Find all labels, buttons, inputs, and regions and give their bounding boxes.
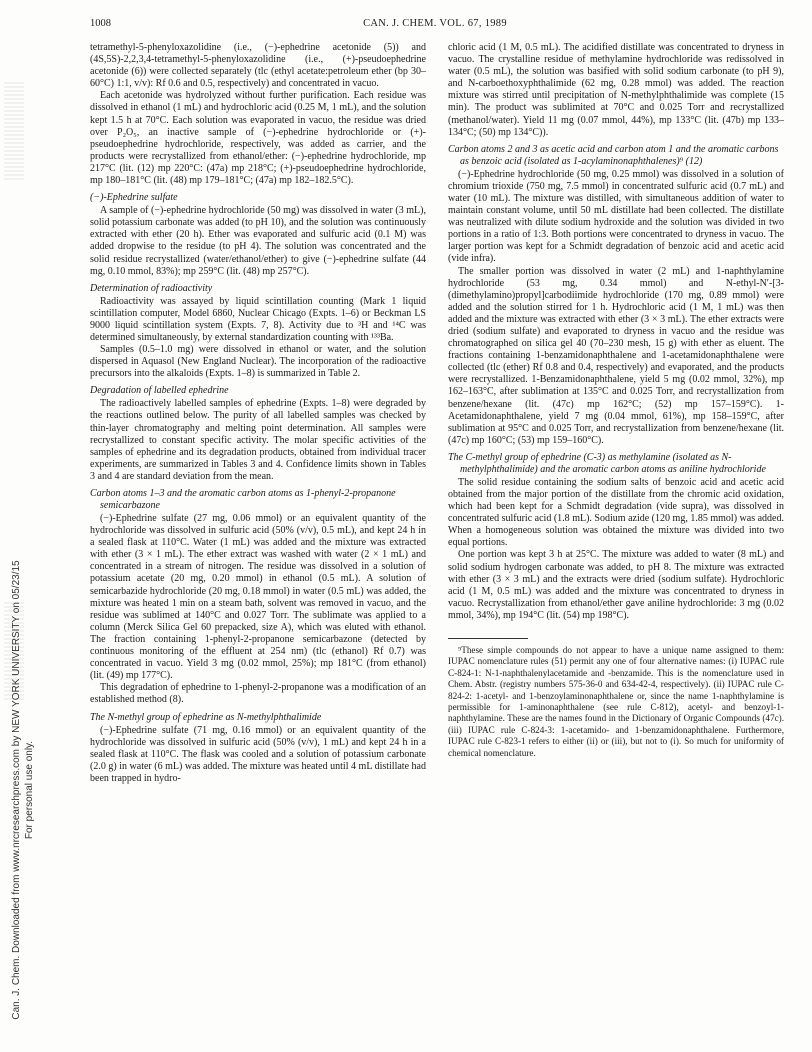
page-number: 1008: [90, 18, 111, 29]
watermark-line: For personal use only.: [24, 740, 35, 840]
page-header: [90, 18, 780, 34]
right-column: [448, 42, 784, 759]
section-heading: Degradation of labelled ephedrine: [90, 385, 229, 397]
paragraph: chloric acid (1 M, 0.5 mL). The acidified distillate was concentrated to dryness in vacuo. The crystalline residue of methylamine hydrochloride was redissolved in water (0.5 mL), the solution was basified with solid sodium carbonate (to pH 9), and N-carboethoxyphthalimide (62 mg, 0.28 mmol) was added. The reaction mixture was stirred until precipitation of N-methylphthalimide was complete (15 min). The product was sublimited at 70°C and 0.025 Torr and recrystallized (methanol/water). Yield 11 mg (0.07 mmol, 44%), mp 133°C (lit. (47b) mp 133–134°C; (50) mp 134°C)).: [448, 42, 784, 138]
section-heading: The C-methyl group of ephedrine (C-3) as methylamine (isolated as N-methylphthalimide) and the aromatic carbon atoms as aniline hydrochloride: [448, 451, 766, 475]
section-heading: Carbon atoms 2 and 3 as acetic acid and carbon atom 1 and the aromatic carbons as benzoic acid (isolated as 1-acylaminonaphthalenes)⁹ (12): [448, 143, 779, 167]
paragraph: The smaller portion was dissolved in water (2 mL) and 1-naphthylamine hydrochloride (53 mg, 0.34 mmol) and N-ethyl-N′-[3-(dimethylamino)propyl]carbodiimide hydrochloride (170 mg, 0.89 mmol) were added and the solution stirred for 1 h. Hydrochloric acid (1 M, 1 mL) was then added and the mixture was extracted with ether (3 × 3 mL). The ether extracts were dried (sodium sulfate) and evaporated to dryness in vacuo and the residue was chromatographed on silica gel 40 (70–230 mesh, 15 g) with ether as eluent. The fractions containing 1-benzamidonaphthalene and 1-acetamidonaphthalene were collected (tlc (ether) Rf 0.8 and 0.4, respectively) and evaporated, and the products were recrystallized. 1-Benzamidonaphthalene, yield 5 mg (0.02 mmol, 32%), mp 162–163°C, after sublimation at 135°C and 0.025 Torr, and recrystallization from benzene/hexane (lit. (47c) mp 162°C; (52) mp 157–159°C). 1-Acetamidonaphthalene, yield 7 mg (0.04 mmol, 61%), mp 158–159°C, after sublimation at 95°C and 0.025 Torr, and recrystallization from benzene/hexane (lit. (47c) mp 160°C; (53) mp 159–160°C).: [448, 265, 784, 446]
paragraph: A sample of (−)-ephedrine hydrochloride (50 mg) was dissolved in water (3 mL), solid potassium carbonate was added (to pH 10), and the solution was continuously extracted with ether (20 h). Ether was evaporated and sulfuric acid (0.1 M) was added dropwise to the residue (to pH 4). The solution was concentrated and the solid residue recrystallized (water/ethanol/ether) to give (−)-ephedrine sulfate (44 mg, 0.10 mmol, 83%); mp 259°C (lit. (48) mp 257°C).: [90, 205, 426, 277]
paragraph: This degradation of ephedrine to 1-phenyl-2-propanone was a modification of an established method (8).: [90, 682, 426, 706]
paragraph: Samples (0.5–1.0 mg) were dissolved in ethanol or water, and the solution dispersed in Aquasol (New England Nuclear). The incorporation of the radioactive precursors into the alkaloids (Expts. 1–8) is summarized in Table 2.: [90, 344, 426, 380]
footnote: ⁹These simple compounds do not appear to have a unique name assigned to them: IUPAC nomenclature rules (51) permit any one of four alternative names: (i) IUPAC rule C-824-1: N-1-naphthalenylacetamide and -benzamide. This is the nomenclature used in Chem. Abstr. (registry numbers 575-36-0 and 634-42-4, respectively). (ii) IUPAC rule C-824-2: 1-acetyl- and 1-benzoylaminonaphthalene or, since the name 1-naphthylamine is permissible for 1-aminonaphthalene (see rule C-812), acetyl- and benzoyl-1-naphthylamine. These are the names found in the Dictionary of Organic Compounds (47c). (iii) IUPAC rule C-824-3: 1-acetamido- and 1-benzamidonaphthalene. Furthermore, IUPAC rule C-823-1 refers to either (ii) or (iii), but not to (i). So much for uniformity of chemical nomenclature.: [448, 645, 784, 758]
paragraph: (−)-Ephedrine sulfate (71 mg, 0.16 mmol) or an equivalent quantity of the hydrochloride was dissolved in sulfuric acid (50% (v/v), 1 mL) and kept 24 h in a sealed flask at 110°C. The flask was cooled and a solution of potassium carbonate (2.0 g) in water (6 mL) was added. The mixture was heated until 4 mL distillate had been trapped in hydro-: [90, 724, 426, 784]
paragraph: (−)-Ephedrine sulfate (27 mg, 0.06 mmol) or an equivalent quantity of the hydrochloride was dissolved in sulfuric acid (50% (v/v), 0.5 mL), and kept 24 h in a sealed flask at 110°C. Water (1 mL) was added and the mixture was extracted with ether (3 × 1 mL). The ether extract was washed with water (2 × 1 mL) and concentrated in a stream of nitrogen. The residue was dissolved in a solution of potassium acetate (20 mg, 0.20 mmol) in ethanol (0.5 mL). A solution of semicarbazide hydrochloride (20 mg, 0.18 mmol) in water (0.5 mL) was added, the mixture was heated 1 min on a steam bath, solvent was removed in vacuo, and the residue was sublimed at 140°C and 0.027 Torr. The sublimate was applied to a column (Merck Silica Gel 60 prepacked, size A), which was eluted with ethanol. The fraction containing 1-phenyl-2-propanone semicarbazone (detected by continuous monitoring of the effluent at 254 nm) (tlc (ethanol) Rf 0.7) was concentrated in vacuo. Yield 3 mg (0.02 mmol, 25%); mp 181°C (from ethanol) (lit. (49) mp 177°C).: [90, 513, 426, 682]
paragraph: The radioactively labelled samples of ephedrine (Expts. 1–8) were degraded by the reactions outlined below. The purity of all labelled samples was checked by thin-layer chromatography and melting point determination. All samples were recrystallized to constant specific activity. The molar specific activities of the samples of ephedrine and its degradation products, obtained from individual tracer experiments, are summarized in Tables 3 and 4. Confidence limits shown in Tables 3 and 4 are standard deviation from the mean.: [90, 398, 426, 482]
scan-artifact: [4, 80, 24, 180]
section-heading: (−)-Ephedrine sulfate: [90, 192, 178, 204]
section-heading: Determination of radioactivity: [90, 282, 213, 294]
download-watermark: [10, 540, 36, 1040]
paragraph: (−)-Ephedrine hydrochloride (50 mg, 0.25 mmol) was dissolved in a solution of chromium trioxide (750 mg, 7.5 mmol) in concentrated sulfuric acid (0.7 mL) and water (10 mL). The mixture was distilled, with simultaneous addition of water to maintain constant volume, until 50 mL distillate had been collected. The distillate was neutralized with dilute sodium hydroxide and the solution was divided in two portions in a ratio of 1:3. Both portions were concentrated to dryness in vacuo. The larger portion was kept for a Schmidt degradation of benzoic acid and acetic acid (vide infra).: [448, 168, 784, 265]
paragraph: One portion was kept 3 h at 25°C. The mixture was added to water (8 mL) and solid sodium hydrogen carbonate was added, to pH 8. The mixture was extracted with ether (3 × 3 mL) and the extracts were dried (sodium sulfate). Hydrochloric acid (1 M, 0.5 mL) was added and the mixture was concentrated to dryness in vacuo. Recrystallization from ethanol/ether gave aniline hydrochloride: 3 mg (0.02 mmol, 34%), mp 194°C (lit. (54) mp 198°C).: [448, 549, 784, 621]
running-head: CAN. J. CHEM. VOL. 67, 1989: [363, 18, 507, 29]
paragraph: Each acetonide was hydrolyzed without further purification. Each residue was dissolved in ethanol (1 mL) and hydrochloric acid (0.25 M, 1 mL), and the solution kept 1.5 h at 70°C. Each solution was evaporated in vacuo, the residue was dried over P₂O₅, an inactive sample of (−)-ephedrine hydrochloride or (+)-pseudoephedrine hydrochloride, respectively, was added as carrier, and the products were recrystallized from ethanol/ether: (−)-ephedrine hydrochloride, mp 217°C (lit. (12) mp 220°C: (47a) mp 218°C; (+)-pseudoephedrine hydrochloride, mp 180–181°C (lit. (48) mp 179–181°C; (47a) mp 182–182.5°C).: [90, 90, 426, 187]
paragraph: tetramethyl-5-phenyloxazolidine (i.e., (−)-ephedrine acetonide (5)) and (4S,5S)-2,2,3,4-tetramethyl-5-phenyloxazolidine (i.e., (+)-pseudoephedrine acetonide (6)) were collected separately (tlc (ethyl acetate:petroleum ether (bp 30–60°C) 1:1, v/v): Rf 0.6 and 0.5, respectively) and concentrated in vacuo.: [90, 42, 426, 90]
section-heading: The N-methyl group of ephedrine as N-methylphthalimide: [90, 711, 322, 723]
section-heading: Carbon atoms 1–3 and the aromatic carbon atoms as 1-phenyl-2-propanone semicarbazone: [90, 488, 396, 511]
footnote-rule: [448, 638, 528, 639]
paragraph: The solid residue containing the sodium salts of benzoic acid and acetic acid obtained from the major portion of the distillate from the chromic acid oxidation, which had been kept for a Schmidt degradation (vide supra), was dissolved in concentrated sulfuric acid (1.8 mL). Sodium azide (120 mg, 1.85 mmol) was added. When a homogeneous solution was obtained the mixture was divided into two equal portions.: [448, 476, 784, 549]
left-column: [90, 42, 426, 785]
paragraph: Radioactivity was assayed by liquid scintillation counting (Mark 1 liquid scintillation computer, Model 6860, Nuclear Chicago (Expts. 1–6) or Beckman LS 9000 liquid scintillation system (Expts. 7, 8). Activity due to ³H and ¹⁴C was determined simultaneously, by external standardization counting with ¹³³Ba.: [90, 295, 426, 343]
watermark-line: Can. J. Chem. Downloaded from www.nrcresearchpress.com by NEW YORK UNIVERSITY on 05/23/15: [11, 560, 22, 1020]
